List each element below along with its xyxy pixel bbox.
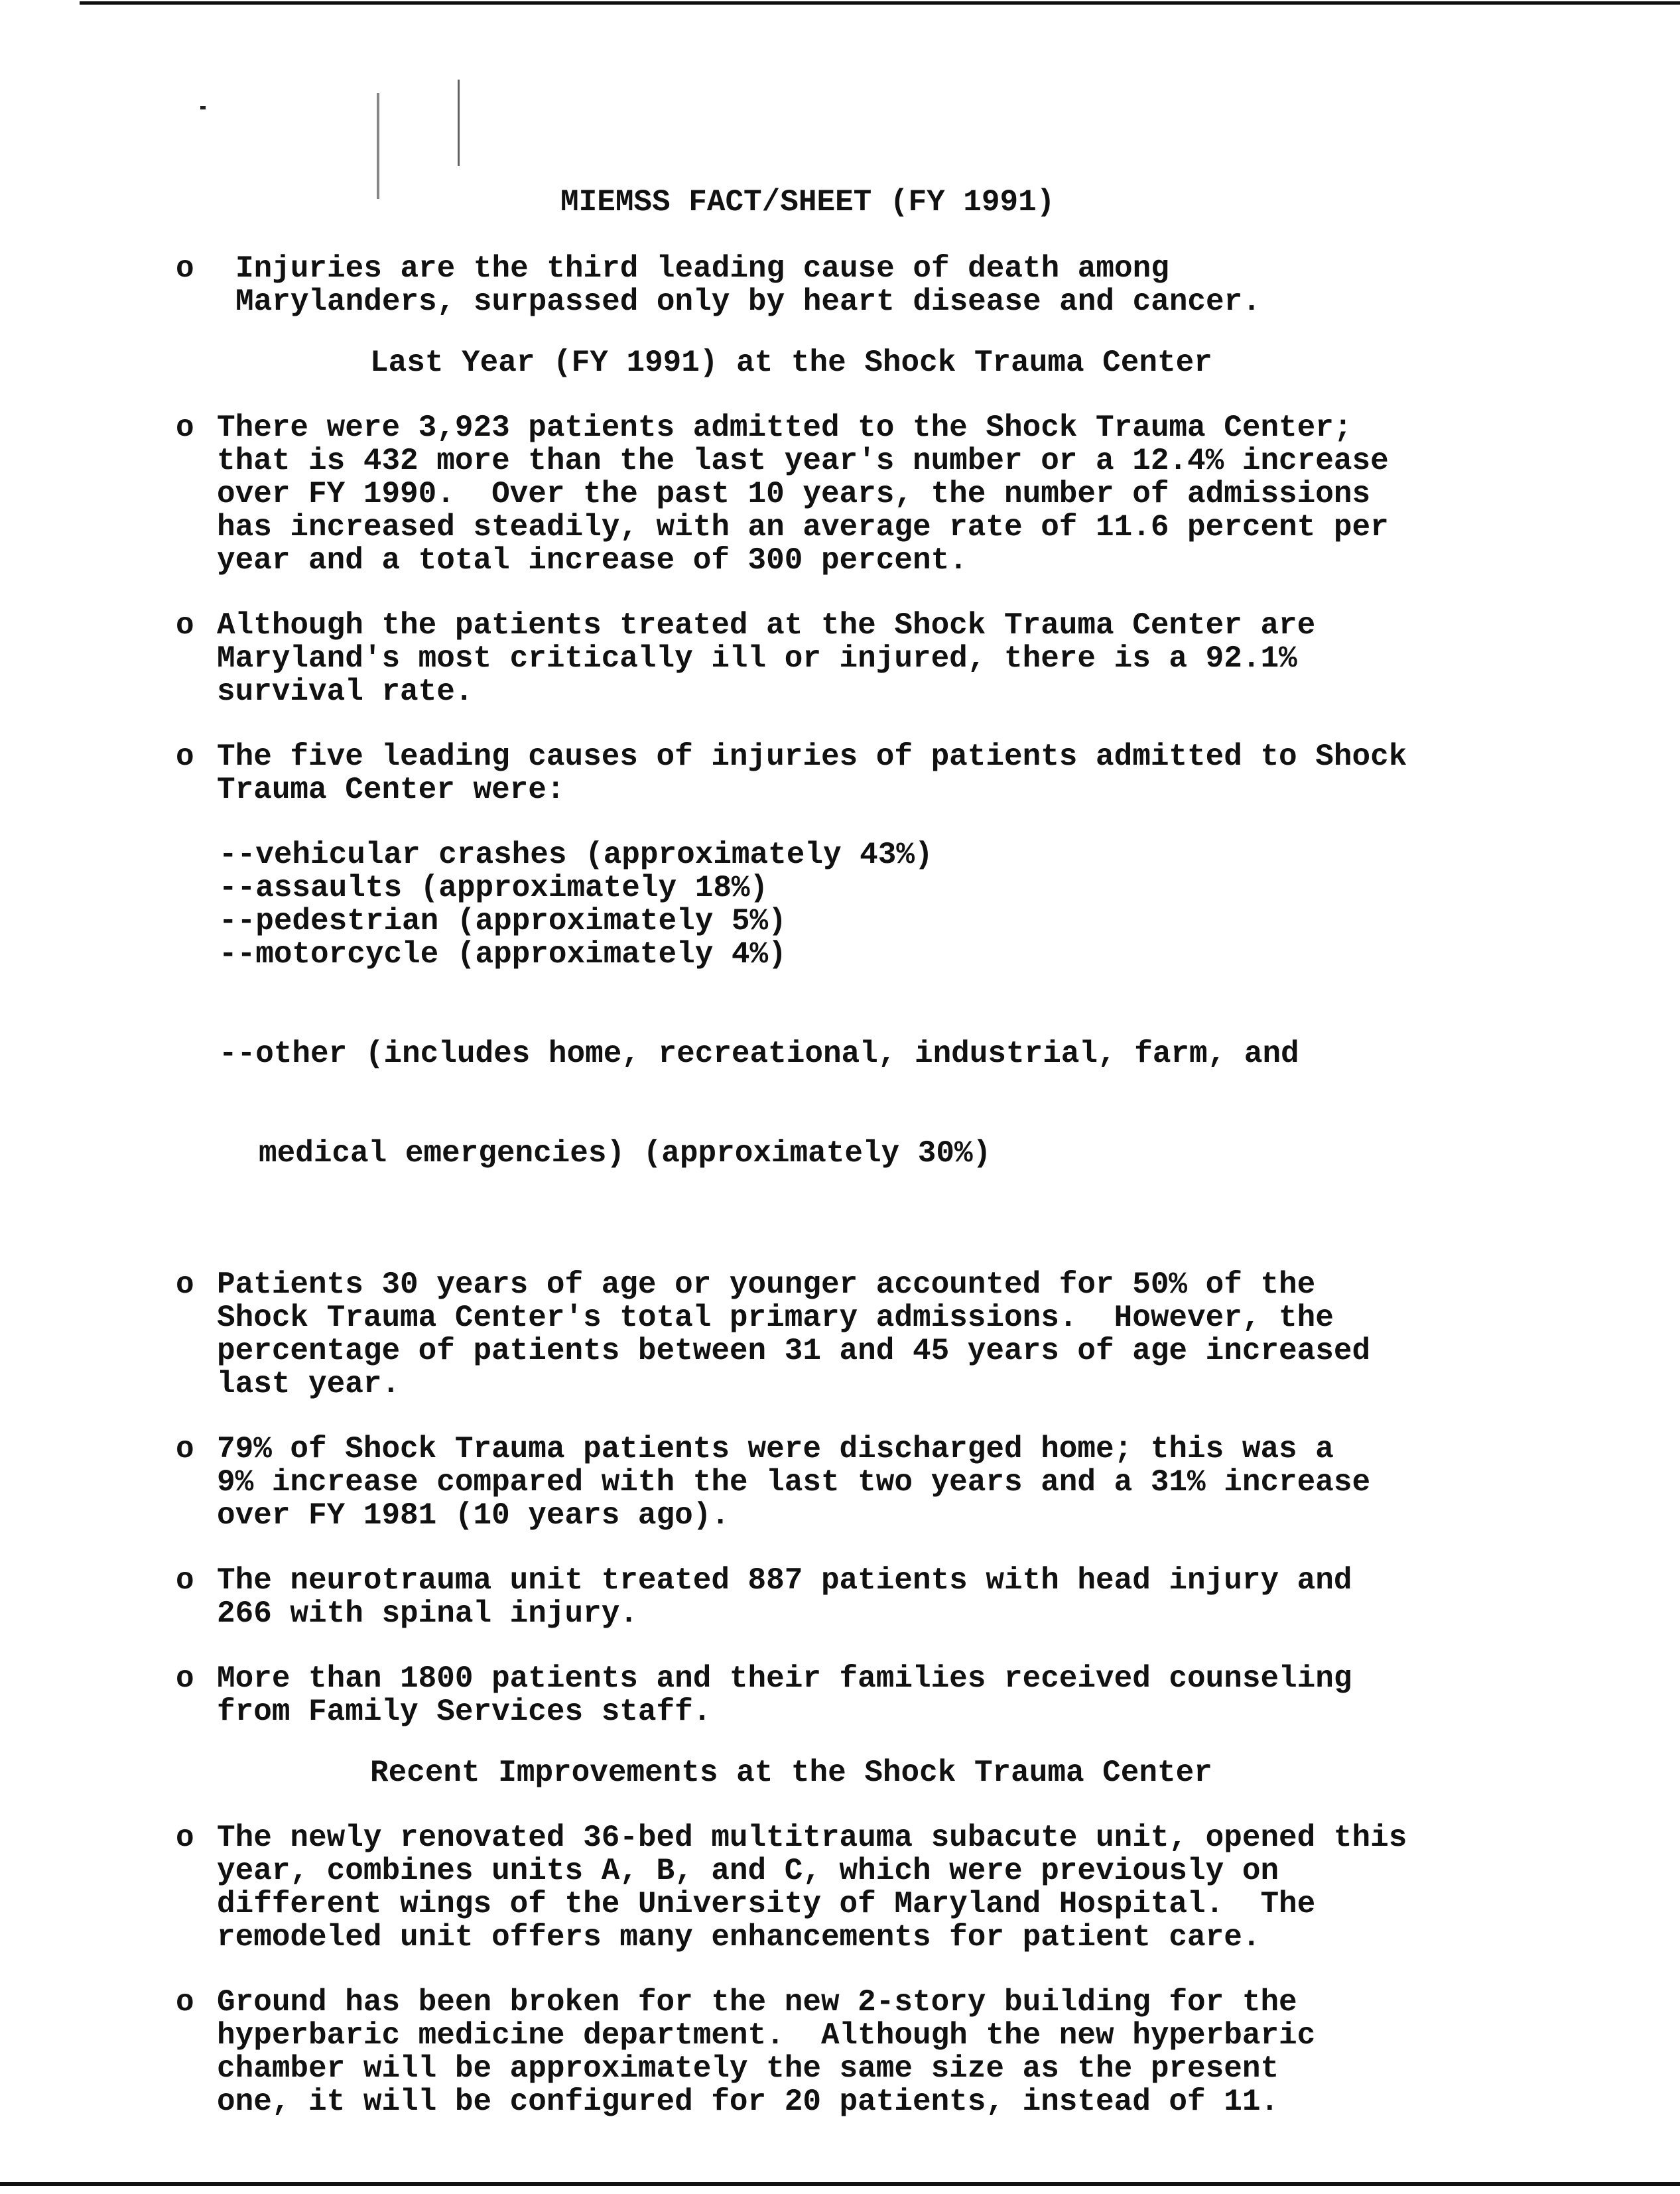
bullet-marker: o <box>176 1563 194 1598</box>
bullet-text <box>217 740 1407 807</box>
bullet-line: one, it will be configured for 20 patients, instead of 11. <box>217 2085 1279 2119</box>
bullet-line: over FY 1990. Over the past 10 years, the number of admissions <box>217 477 1371 511</box>
bullet-text <box>235 252 1261 318</box>
fact-bullet-discharged <box>176 1433 1680 1532</box>
cause-item-assaults: --assaults (approximately 18%) <box>219 871 769 905</box>
fact-bullet-age <box>176 1268 1680 1401</box>
bullet-text <box>217 1986 1315 2118</box>
cause-item-pedestrian: --pedestrian (approximately 5%) <box>219 904 787 938</box>
cause-item-motorcycle: --motorcycle (approximately 4%) <box>219 937 787 972</box>
bullet-marker: o <box>176 411 194 445</box>
bullet-line: year and a total increase of 300 percent. <box>217 543 968 578</box>
fact-bullet-admissions <box>176 411 1680 577</box>
bullet-line: Patients 30 years of age or younger accounted for 50% of the <box>217 1267 1316 1302</box>
bullet-line: survival rate. <box>217 675 474 709</box>
bullet-line: chamber will be approximately the same size as the present <box>217 2051 1279 2086</box>
fact-bullet-survival <box>176 609 1680 708</box>
bullet-line: The five leading causes of injuries of patients admitted to Shock <box>217 740 1407 774</box>
improvement-bullet-subacute-unit <box>176 1821 1680 1954</box>
bullet-line: Trauma Center were: <box>217 773 565 807</box>
bottom-scan-border <box>0 2182 1680 2186</box>
bullet-text <box>217 411 1389 577</box>
bullet-marker: o <box>176 608 194 643</box>
bullet-marker: o <box>176 740 194 774</box>
bullet-text <box>217 1662 1352 1728</box>
bullet-line: 9% increase compared with the last two years and a 31% increase <box>217 1465 1371 1500</box>
bullet-marker: o <box>176 251 194 286</box>
bullet-line: There were 3,923 patients admitted to the Shock Trauma Center; <box>217 411 1352 445</box>
bullet-line: different wings of the University of Maryland Hospital. The <box>217 1887 1316 1921</box>
fact-bullet-causes <box>176 740 1680 807</box>
bullet-marker: o <box>176 1661 194 1696</box>
bullet-line: Although the patients treated at the Shock Trauma Center are <box>217 608 1316 643</box>
bullet-line: has increased steadily, with an average rate of 11.6 percent per <box>217 510 1389 545</box>
bullet-line: hyperbaric medicine department. Although the new hyperbaric <box>217 2018 1316 2053</box>
bullet-text <box>217 1821 1407 1954</box>
cause-item-other-continuation: medical emergencies) (approximately 30%) <box>259 1136 992 1171</box>
bullet-marker: o <box>176 1985 194 2020</box>
bullet-line: last year. <box>217 1367 401 1401</box>
cause-item-vehicular: --vehicular crashes (approximately 43%) <box>219 838 933 872</box>
bullet-line: from Family Services staff. <box>217 1695 712 1729</box>
bullet-line: 266 with spinal injury. <box>217 1596 638 1631</box>
bullet-line: Marylanders, surpassed only by heart disease and cancer. <box>235 285 1261 319</box>
bullet-line: Shock Trauma Center's total primary admissions. However, the <box>217 1301 1334 1335</box>
bullet-marker: o <box>176 1267 194 1302</box>
bullet-line: Injuries are the third leading cause of death among <box>235 251 1169 286</box>
bullet-text <box>217 1564 1352 1630</box>
bullet-line: that is 432 more than the last year's number or a 12.4% increase <box>217 444 1389 478</box>
improvement-bullet-hyperbaric <box>176 1986 1680 2118</box>
bullet-line: remodeled unit offers many enhancements for patient care. <box>217 1920 1261 1955</box>
bullet-text <box>217 609 1315 708</box>
bullet-text <box>217 1268 1370 1401</box>
section-heading-recent-improvements: Recent Improvements at the Shock Trauma Center <box>370 1756 1212 1790</box>
bullet-marker: o <box>176 1432 194 1466</box>
bullet-text <box>217 1433 1370 1532</box>
fact-bullet-neurotrauma <box>176 1564 1680 1630</box>
bullet-line: Maryland's most critically ill or injured, there is a 92.1% <box>217 641 1297 676</box>
bullet-line: More than 1800 patients and their families received counseling <box>217 1661 1352 1696</box>
fact-bullet-counseling <box>176 1662 1680 1728</box>
cause-item-other-line: --other (includes home, recreational, industrial, farm, and <box>219 1037 1299 1071</box>
bullet-line: percentage of patients between 31 and 45 years of age increased <box>217 1334 1371 1368</box>
bullet-line: The newly renovated 36-bed multitrauma subacute unit, opened this <box>217 1821 1407 1855</box>
injury-causes-list <box>219 838 1680 1236</box>
bullet-line: year, combines units A, B, and C, which were previously on <box>217 1854 1279 1888</box>
bullet-marker: o <box>176 1821 194 1855</box>
section-heading-last-year: Last Year (FY 1991) at the Shock Trauma Center <box>370 346 1212 380</box>
bullet-line: 79% of Shock Trauma patients were discharged home; this was a <box>217 1432 1334 1466</box>
cause-item-other <box>219 971 1680 1236</box>
document-title: MIEMSS FACT/SHEET (FY 1991) <box>560 185 1055 220</box>
bullet-line: Ground has been broken for the new 2-story building for the <box>217 1985 1297 2020</box>
bullet-line: The neurotrauma unit treated 887 patients with head injury and <box>217 1563 1352 1598</box>
bullet-line: over FY 1981 (10 years ago). <box>217 1498 730 1533</box>
intro-bullet <box>176 252 1680 318</box>
